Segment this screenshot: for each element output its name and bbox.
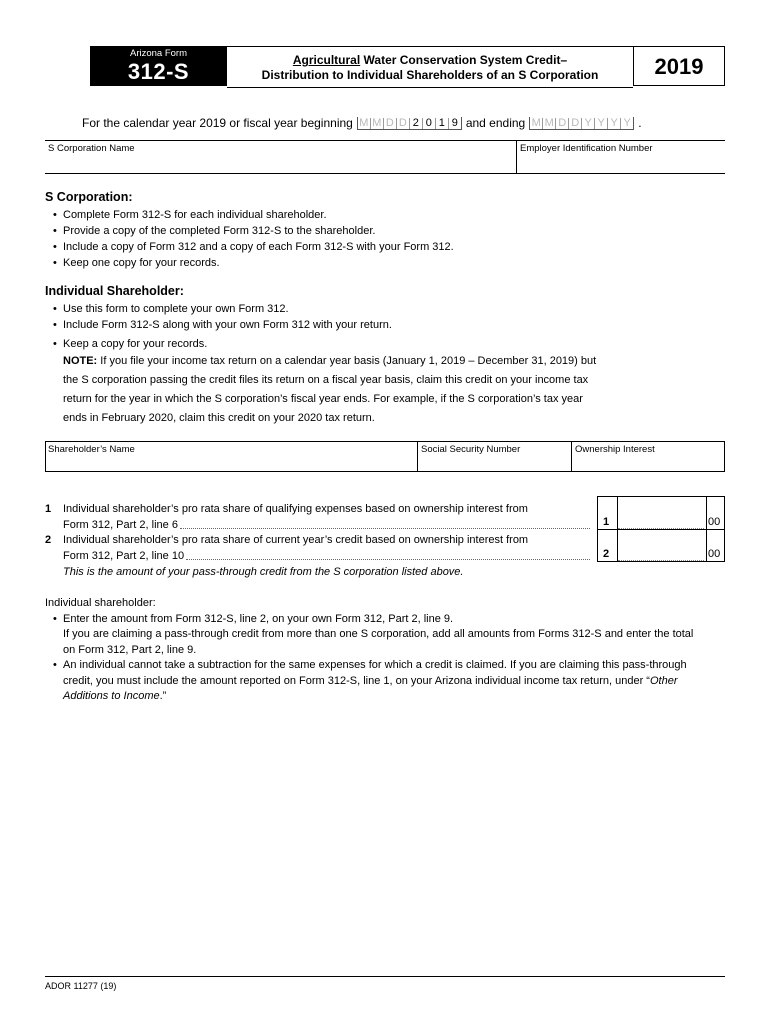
ein-field[interactable]: [517, 155, 725, 172]
end-month-1[interactable]: M: [530, 118, 543, 129]
instruction-text-part: .”: [159, 690, 167, 702]
instruction-text-part: credit, you must include the amount reported on Form 312-S, line 1, on your Arizona individual income tax return, under “: [63, 674, 650, 687]
tax-year: 2019: [633, 46, 725, 86]
list-item: • Keep a copy for your records.: [45, 336, 725, 352]
begin-year-3: 1: [436, 118, 449, 129]
end-year-1[interactable]: Y: [582, 118, 595, 129]
line-2-ref: [63, 548, 590, 564]
s-corp-name-label: S Corporation Name: [48, 143, 135, 154]
instruction-text: If you are claiming a pass-through credit from more than one S corporation, add all amounts from Forms 312-S and enter the total: [63, 628, 694, 640]
line-1: [45, 501, 590, 533]
form-title-line1: [227, 53, 633, 67]
line-2: [45, 532, 590, 580]
end-date-field[interactable]: [529, 117, 634, 130]
footer-rule: [45, 976, 725, 977]
amount-1-cents: 00: [708, 516, 721, 528]
instruction-italic: Other: [649, 674, 678, 687]
form-label: Arizona Form: [129, 48, 187, 59]
list-item: • Provide a copy of the completed Form 312-S to the shareholder.: [45, 223, 454, 239]
amount-box-rule: [598, 561, 724, 562]
ein-label: Employer Identification Number: [520, 143, 653, 154]
list-item: • Keep one copy for your records.: [45, 255, 454, 271]
dot-leader: [180, 517, 590, 529]
line-2-number: 2: [45, 534, 52, 546]
list-item: • Complete Form 312-S for each individual shareholder.: [45, 207, 454, 223]
instruction-text: [63, 674, 729, 690]
amount-2-cents: 00: [708, 548, 721, 560]
end-year-2[interactable]: Y: [595, 118, 608, 129]
shareholder-info-row: [45, 441, 725, 472]
line-2-text: Individual shareholder’s pro rata share of current year’s credit based on ownership interest from: [63, 534, 529, 546]
shareholder-heading: Individual Shareholder:: [45, 284, 184, 298]
list-item: [45, 658, 729, 705]
end-year-3[interactable]: Y: [608, 118, 621, 129]
note-line: return for the year in which the S corporation’s fiscal year ends. For example, if the S corporation’s tax year: [63, 393, 583, 405]
corporation-info-row: [45, 140, 725, 174]
amount-boxes: [597, 496, 725, 562]
begin-month-2[interactable]: M: [371, 118, 384, 129]
end-day-1[interactable]: D: [556, 118, 569, 129]
begin-year-1: 2: [410, 118, 423, 129]
end-month-2[interactable]: M: [543, 118, 556, 129]
line-1-ref-text: Form 312, Part 2, line 6: [63, 519, 178, 531]
ssn-field[interactable]: [418, 456, 570, 471]
form-title: [227, 46, 633, 88]
instruction-italic: Additions to Income: [63, 690, 160, 702]
calendar-middle: and ending: [465, 116, 526, 130]
line-1-ref: [63, 517, 590, 533]
form-title-line2: Distribution to Individual Shareholders of an S Corporation: [261, 68, 599, 82]
calendar-year-line: [82, 116, 642, 130]
note-line: [63, 352, 725, 371]
shareholder-name-label: Shareholder’s Name: [48, 444, 135, 455]
calendar-prefix: For the calendar year 2019 or fiscal year beginning: [82, 116, 353, 130]
instruction-text: Enter the amount from Form 312-S, line 2, on your own Form 312, Part 2, line 9.: [63, 612, 454, 625]
instructions-section: [45, 596, 729, 705]
list-item: • Include a copy of Form 312 and a copy of each Form 312-S with your Form 312.: [45, 239, 454, 255]
instruction-text: An individual cannot take a subtraction for the same expenses for which a credit is claimed. If you are claiming this pass-through: [63, 659, 687, 671]
instruction-text: [63, 689, 729, 705]
shareholder-name-field[interactable]: [46, 456, 416, 471]
s-corp-heading: S Corporation:: [45, 190, 133, 204]
note-label: NOTE:: [63, 355, 98, 367]
note-line: ends in February 2020, claim this credit on your 2020 tax return.: [63, 412, 375, 424]
amount-2-field[interactable]: [618, 560, 704, 561]
end-year-4[interactable]: Y: [623, 117, 631, 129]
line-2-italic-note: This is the amount of your pass-through credit from the S corporation listed above.: [63, 566, 464, 578]
begin-day-1[interactable]: D: [384, 118, 397, 129]
amount-box-rule: [598, 529, 724, 530]
begin-day-2[interactable]: D: [397, 118, 410, 129]
line-1-number: 1: [45, 503, 52, 515]
list-item: • Use this form to complete your own Form 312.: [45, 301, 725, 317]
amount-2-label: 2: [603, 548, 610, 560]
ownership-field[interactable]: [572, 456, 724, 471]
shareholder-bullets: [45, 301, 725, 352]
end-day-2[interactable]: D: [569, 118, 582, 129]
ownership-label: Ownership Interest: [575, 444, 655, 455]
ssn-label: Social Security Number: [421, 444, 521, 455]
amount-1-label: 1: [603, 516, 610, 528]
shareholder-section: [45, 284, 725, 428]
title-rest: Water Conservation System Credit–: [360, 53, 568, 67]
begin-year-4: 9: [451, 117, 458, 129]
list-item: • Include Form 312-S along with your own Form 312 with your return.: [45, 317, 725, 333]
bullet: •: [53, 612, 57, 625]
title-underlined: Agricultural: [292, 53, 361, 67]
instruction-text: on Form 312, Part 2, line 9.: [63, 643, 197, 656]
begin-month-1[interactable]: M: [358, 118, 371, 129]
begin-date-field[interactable]: [357, 117, 462, 130]
note-line: the S corporation passing the credit files its return on a fiscal year basis, claim this credit on your income tax: [63, 374, 589, 386]
note-text: If you file your income tax return on a calendar year basis (January 1, 2019 – December 31, 2019) but: [97, 355, 597, 367]
note-paragraph: [45, 352, 725, 428]
s-corp-section: [45, 190, 454, 271]
amount-1-field[interactable]: [618, 528, 704, 529]
line-2-ref-text: Form 312, Part 2, line 10: [63, 550, 185, 562]
instructions-heading: Individual shareholder:: [45, 597, 156, 609]
list-item: [45, 612, 729, 659]
bullet: •: [53, 659, 57, 671]
calendar-suffix: .: [638, 116, 642, 130]
s-corp-bullets: [45, 207, 454, 271]
form-number-block: [90, 46, 227, 86]
form-code: ADOR 11277 (19): [45, 981, 117, 991]
form-number: 312-S: [127, 59, 190, 84]
begin-year-2: 0: [423, 118, 436, 129]
line-1-text: Individual shareholder’s pro rata share of qualifying expenses based on ownership interest from: [63, 503, 528, 515]
dot-leader: [186, 548, 590, 560]
s-corp-name-field[interactable]: [45, 155, 515, 172]
